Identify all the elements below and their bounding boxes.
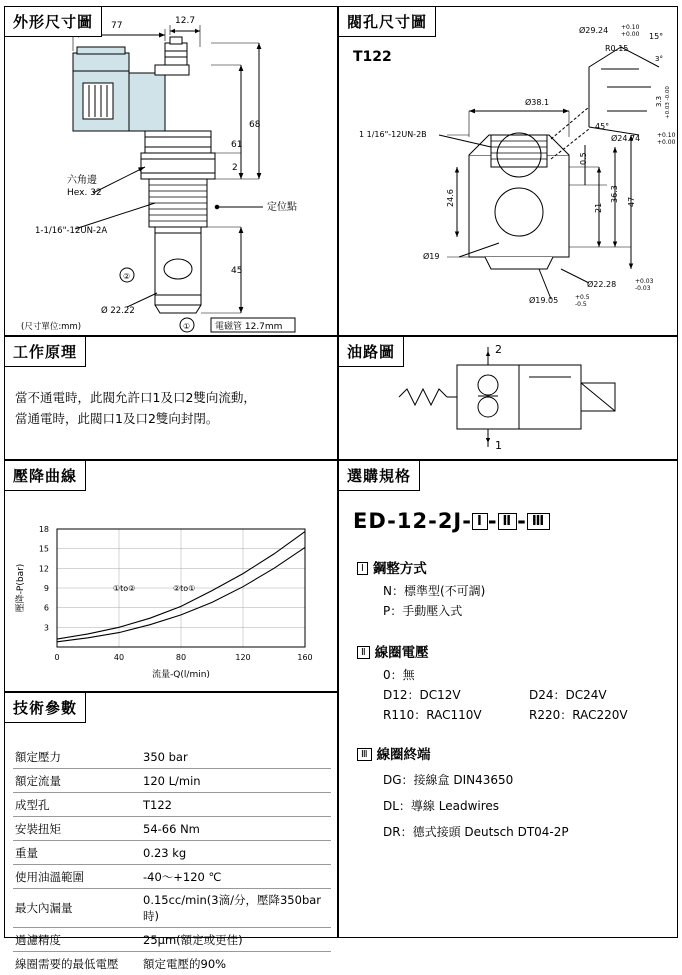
chart-xlabel: 流量-Q(l/min) [152,668,210,680]
panel-ordering-options [338,460,678,938]
panel-title-curve: 壓降曲線 [5,461,86,491]
dim-61: 61 [231,140,242,150]
dim-68: 68 [249,120,261,130]
label-dia-2222: Ø 22.22 [101,305,135,316]
table-row [13,952,331,975]
option-section-2-heading [357,641,429,661]
table-row [13,928,331,952]
label-port-1: ① [183,322,190,331]
table-row [13,769,331,793]
param-key: 安裝扭矩 [13,817,141,841]
chart-annotation-1: ①to② [113,584,135,593]
chart-annotation-2: ②to① [173,584,195,593]
dim-thread-cavity: 1 1/16"-12UN-2B [359,130,427,139]
panel-outline-drawing [4,6,338,336]
label-hex-cjk: 六角邊 [67,173,97,186]
dim-d1905: Ø19.05 [529,295,558,305]
cavity-code: T122 [353,49,392,65]
table-row [13,793,331,817]
label-port-2: ② [123,272,130,281]
label-coil-size: 電磁管 12.7mm [215,320,282,332]
option-section-2-col2 [529,665,628,725]
param-key: 使用油溫範圍 [13,865,141,889]
chart-ytick: 3 [44,623,49,632]
dim-d1905-tol-low: -0.5 [575,301,587,308]
param-value: -40～+120 ℃ [141,865,331,889]
parameters-table [13,745,331,975]
option-2-col1-item-0: 0：無 [383,665,482,685]
chart-ytick: 12 [39,564,49,573]
option-1-item-1: P：手動壓入式 [383,601,485,621]
dim-d2924: Ø29.24 [579,25,608,35]
dim-d2228: Ø22.28 [587,279,616,289]
dim-3deg: 3° [655,55,663,63]
dim-47: 47 [627,197,636,207]
param-key: 額定壓力 [13,745,141,769]
param-value: 0.23 kg [141,841,331,865]
option-section-1-heading [357,557,427,577]
label-locate-point: 定位點 [267,200,297,213]
param-key: 額定流量 [13,769,141,793]
chart-ytick: 18 [39,525,49,534]
panel-hydraulic-circuit [338,336,678,460]
chart-xtick: 160 [297,653,312,662]
panel-title-outline: 外形尺寸圖 [5,7,102,37]
section-2-numeral: Ⅱ [357,646,370,659]
option-section-1-items [383,581,485,621]
option-section-3-heading [357,743,431,763]
chart-ylabel: 壓降-P(bar) [14,564,26,613]
dim-d2474-tol-up: +0.10 [657,132,676,139]
panel-technical-parameters [4,692,338,938]
param-value: 120 L/min [141,769,331,793]
panel-title-params: 技術參數 [5,693,86,723]
param-key: 最大內漏量 [13,889,141,928]
code-sep-2: - [517,509,527,533]
section-3-title: 線圈終端 [377,747,431,763]
dim-33: 3.3 [655,96,663,107]
principle-text [15,387,256,429]
dim-d381: Ø38.1 [525,97,549,107]
dim-d1905-tol-up: +0.5 [575,294,590,301]
circuit-port-bottom: 1 [495,439,502,452]
model-code-part-2: Ⅱ [498,513,518,530]
param-value: 25μm(額定或更佳) [141,928,331,952]
table-row [13,745,331,769]
label-unit-note: (尺寸單位:mm) [21,321,81,332]
dim-15deg: 15° [649,32,663,41]
panel-title-cavity: 閥孔尺寸圖 [339,7,436,37]
dim-2: 2 [232,163,238,173]
panel-title-principle: 工作原理 [5,337,86,367]
param-value: T122 [141,793,331,817]
panel-pressure-drop-curve [4,460,338,692]
model-code-part-3: Ⅲ [527,513,550,530]
chart-xtick: 0 [54,653,59,662]
section-1-title: 鋼整方式 [373,561,427,577]
option-2-col2-item-1: D24：DC24V [529,685,628,705]
option-2-col2-item-2: R220：RAC220V [529,705,628,725]
chart-xtick: 80 [176,653,186,662]
option-3-item-0: DG：接線盒 DIN43650 [383,767,569,793]
param-key: 成型孔 [13,793,141,817]
dim-45: 45 [231,266,242,276]
param-value: 350 bar [141,745,331,769]
dim-r015: R0.15 [605,44,628,53]
model-code [353,509,550,533]
chart-xtick: 120 [235,653,250,662]
param-value: 額定電壓的90% [141,952,331,975]
dim-d2474-tol-low: +0.00 [657,139,676,146]
chart-xtick: 40 [114,653,124,662]
label-hex-en: Hex. 32 [67,188,102,198]
code-sep-1: - [488,509,498,533]
dim-d19: Ø19 [423,251,439,261]
panel-title-circuit: 油路圖 [339,337,404,367]
dim-d2924-tol-low: +0.00 [621,31,640,38]
section-2-title: 線圈電壓 [375,645,429,661]
dim-363: 36.3 [610,185,619,203]
model-code-part-1: Ⅰ [472,513,488,530]
dim-12-7: 12.7 [175,16,195,26]
option-section-2-col1 [383,665,482,725]
dim-d2924-tol-up: +0.10 [621,24,640,31]
panel-title-options: 選購規格 [339,461,420,491]
table-row [13,889,331,928]
section-3-numeral: Ⅲ [357,748,372,761]
pressure-drop-chart [5,507,337,687]
label-thread-outline: 1-1/16"-12UN-2A [35,226,107,236]
chart-ytick: 6 [44,604,49,613]
chart-ytick: 9 [44,584,49,593]
option-1-item-0: N：標準型(不可調) [383,581,485,601]
table-row [13,817,331,841]
panel-cavity-drawing [338,6,678,336]
principle-line-2: 當通電時，此閥口1及口2雙向封閉。 [15,408,256,429]
model-code-base: ED-12-2J- [353,509,472,533]
dim-d2228-tol-low: -0.03 [635,285,651,292]
option-3-item-1: DL：導線 Leadwires [383,793,569,819]
option-2-col1-item-1: D12：DC12V [383,685,482,705]
section-1-numeral: Ⅰ [357,562,368,575]
param-value: 54-66 Nm [141,817,331,841]
option-2-col1-item-2: R110：RAC110V [383,705,482,725]
table-row [13,865,331,889]
dim-d2474: Ø24.74 [611,133,640,143]
dim-45deg: 45° [595,122,609,131]
param-key: 重量 [13,841,141,865]
dim-d2228-tol-up: +0.03 [635,278,654,285]
option-3-item-2: DR：德式接頭 Deutsch DT04-2P [383,819,569,845]
dim-246: 24.6 [446,189,455,207]
principle-line-1: 當不通電時，此閥允許口1及口2雙向流動， [15,387,256,408]
circuit-port-top: 2 [495,343,502,356]
option-section-3-items [383,767,569,845]
table-row [13,841,331,865]
dim-33-tol: +0.03 -0.00 [665,86,671,119]
chart-ytick: 15 [39,545,49,554]
param-key: 過濾精度 [13,928,141,952]
dim-77: 77 [111,21,122,31]
panel-working-principle [4,336,338,460]
dim-21: 21 [594,203,603,213]
dim-05: 0.5 [579,152,588,165]
param-value: 0.15cc/min(3滴/分，壓降350bar時) [141,889,331,928]
param-key: 線圈需要的最低電壓 [13,952,141,975]
option-2-col2-item-0 [529,665,628,685]
outline-drawing-svg [5,7,337,335]
